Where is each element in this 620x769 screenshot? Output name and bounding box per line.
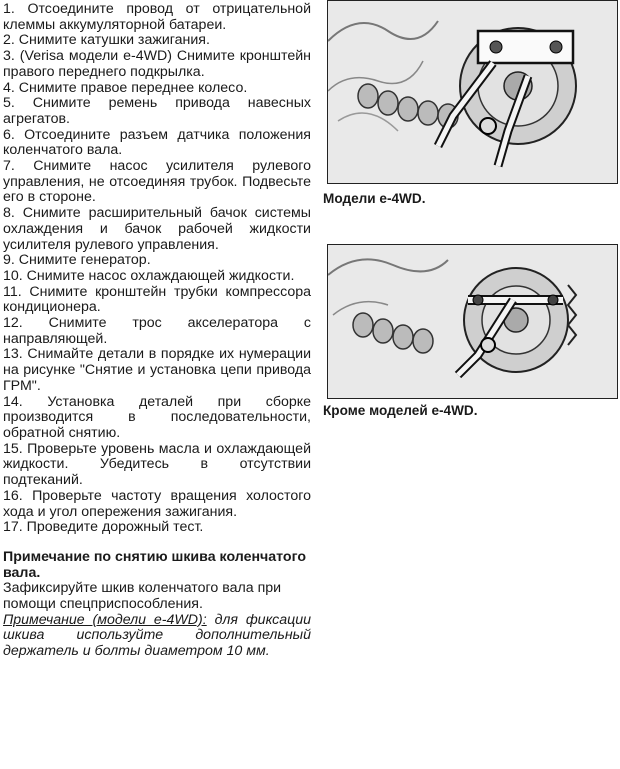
step-8: 8. Снимите расширительный бачок системы охлаждения и бачок рабочей жидкости усилителя рулевого управления.: [3, 205, 311, 253]
step-5: 5. Снимите ремень привода навесных агрегатов.: [3, 95, 311, 127]
note-heading: Примечание по снятию шкива коленчатого вала.: [3, 548, 306, 581]
step-14: 14. Установка деталей при сборке производится в последовательности, обратной снятию.: [3, 393, 311, 441]
step-15: 15. Проверьте уровень масла и охлаждающей жидкости. Убедитесь в отсутствии подтеканий.: [3, 440, 311, 489]
pulley-holder-illustration-e4wd: [328, 1, 617, 183]
step-6: 6. Отсоедините разъем датчика положения коленчатого вала.: [3, 126, 311, 159]
figure-non-e4wd: [327, 244, 618, 399]
note-text: Зафиксируйте шкив коленчатого вала при помощи спецприспособления.: [3, 580, 282, 613]
step-9: 9. Снимите генератор.: [3, 252, 151, 269]
note-italic-label: Примечание (модели e-4WD):: [3, 611, 207, 628]
figure-caption-e4wd: Модели e-4WD.: [323, 191, 426, 206]
figure-caption-non-e4wd: Кроме моделей e-4WD.: [323, 403, 478, 418]
step-11: 11. Снимите кронштейн трубки компрессора кондиционера.: [3, 283, 311, 316]
step-2: 2. Снимите катушки зажигания.: [3, 32, 210, 49]
note-italic-text: для фиксации шкива используйте дополнительный держатель и болты диаметром 10 мм.: [3, 611, 311, 660]
step-1: 1. Отсоедините провод от отрицательной клеммы аккумуляторной батареи.: [3, 1, 311, 33]
step-10: 10. Снимите насос охлаждающей жидкости.: [3, 267, 295, 284]
step-4: 4. Снимите правое переднее колесо.: [3, 79, 248, 96]
step-13: 13. Снимайте детали в порядке их нумерации на рисунке "Снятие и установка цепи привода ГРМ".: [3, 346, 311, 394]
instructions-column: [3, 2, 311, 660]
step-16: 16. Проверьте частоту вращения холостого хода и угол опережения зажигания.: [3, 487, 311, 520]
pulley-holder-illustration-non-e4wd: [328, 245, 617, 398]
step-7: 7. Снимите насос усилителя рулевого управления, не отсоединяя трубок. Подвесьте его в стороне.: [3, 158, 311, 206]
step-3: 3. (Verisa модели e-4WD) Снимите кронштейн правого переднего подкрылка.: [3, 48, 311, 80]
step-12: 12. Снимите трос акселератора с направляющей.: [3, 315, 311, 347]
note-italic: [3, 613, 311, 660]
step-17: 17. Проведите дорожный тест.: [3, 519, 204, 536]
figure-e4wd: [327, 0, 618, 184]
